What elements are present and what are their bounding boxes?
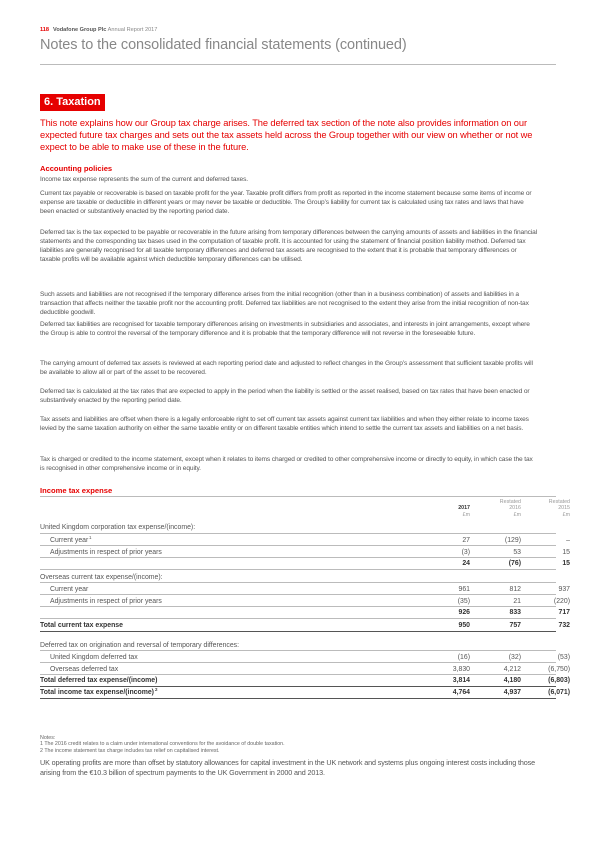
policy-paragraph: Income tax expense represents the sum of the current and deferred taxes. bbox=[40, 176, 248, 183]
row-label: Deferred tax on origination and reversal of temporary differences: bbox=[40, 642, 240, 649]
page-title: Notes to the consolidated financial statements (continued) bbox=[40, 37, 407, 53]
table-top-rule bbox=[40, 496, 556, 497]
row-value: (6,803) bbox=[548, 677, 570, 684]
row-value: (6,750) bbox=[548, 666, 570, 673]
report-name: Annual Report 2017 bbox=[107, 27, 158, 33]
footnote-marker: 1 bbox=[89, 535, 92, 540]
row-value: 732 bbox=[558, 622, 570, 629]
row-value: (76) bbox=[508, 560, 521, 567]
row-value: 53 bbox=[513, 549, 521, 556]
row-value: (35) bbox=[457, 598, 470, 605]
row-value: 812 bbox=[509, 586, 521, 593]
column-year: 2017 bbox=[458, 505, 470, 512]
row-value: (3) bbox=[461, 549, 470, 556]
policy-paragraph: The carrying amount of deferred tax assets is reviewed at each reporting period date and adjusted to reflect changes in the Group’s assessment that sufficient taxable profits will be available to allow all or part of the asset to be recovered. bbox=[40, 360, 533, 376]
row-label: Current year bbox=[50, 537, 89, 544]
row-value: 21 bbox=[513, 598, 521, 605]
section-intro: This note explains how our Group tax charge arises. The deferred tax section of the note also provides information on our expected future tax charges and sets out the tax assets held across the Group together with our view on whether or not we expect to be able to make use of these in the future. bbox=[40, 118, 533, 153]
page-number: 118 bbox=[40, 27, 50, 33]
column-unit: £m bbox=[513, 511, 521, 518]
row-label: Overseas current tax expense/(income): bbox=[40, 574, 163, 581]
table-rule bbox=[40, 631, 556, 632]
policy-paragraph: Tax assets and liabilities are offset when there is a legally enforceable right to set off current tax assets against current tax liabilities and when they either relate to income taxes levied by the same taxation authority on either the same taxable entity or on different taxable entities which intend to settle the current tax assets and liabilities on a net basis. bbox=[40, 416, 529, 432]
row-value: 757 bbox=[509, 622, 521, 629]
row-value: – bbox=[566, 537, 570, 544]
table-rule bbox=[40, 569, 556, 570]
table-rule bbox=[40, 686, 556, 687]
row-label: Total current tax expense bbox=[40, 622, 123, 629]
table-rule bbox=[40, 674, 556, 675]
title-divider bbox=[40, 64, 556, 65]
notes-heading: Notes: bbox=[40, 735, 56, 741]
row-value: (129) bbox=[504, 537, 521, 544]
row-label: Total deferred tax expense/(income) bbox=[40, 677, 158, 684]
row-label: Current year bbox=[50, 586, 89, 593]
table-notes bbox=[40, 735, 285, 754]
row-value: 833 bbox=[509, 609, 521, 616]
table-rule bbox=[40, 545, 556, 546]
accounting-policies-heading: Accounting policies bbox=[40, 164, 113, 173]
table-rule bbox=[40, 557, 556, 558]
row-value: 717 bbox=[558, 609, 570, 616]
row-label: Adjustments in respect of prior years bbox=[50, 549, 162, 556]
column-header-2015 bbox=[530, 499, 570, 518]
row-value: 24 bbox=[462, 560, 470, 567]
row-value: 27 bbox=[462, 537, 470, 544]
column-header-2017 bbox=[430, 499, 470, 518]
policy-paragraph: Current tax payable or recoverable is based on taxable profit for the year. Taxable profit differs from profit as reported in the income statement because some items of income or expense are taxable or deductible in different years or may never be taxable or deductible. The Group’s liability for current tax is calculated using tax rates and laws that have been enacted or substantively enacted by the reporting period date. bbox=[40, 190, 532, 215]
column-year: 2016 bbox=[509, 505, 521, 512]
row-label: United Kingdom deferred tax bbox=[50, 654, 138, 661]
row-value: 4,180 bbox=[503, 677, 521, 684]
row-label: United Kingdom corporation tax expense/(income): bbox=[40, 524, 196, 531]
column-header-2016 bbox=[481, 499, 521, 518]
row-value: (32) bbox=[508, 654, 521, 661]
column-restated-label: Restated bbox=[548, 499, 570, 505]
table-rule bbox=[40, 650, 556, 651]
row-value: 950 bbox=[458, 622, 470, 629]
column-restated-label: Restated bbox=[499, 499, 521, 505]
row-value: 4,212 bbox=[503, 666, 521, 673]
table-rule bbox=[40, 618, 556, 619]
company-name: Vodafone Group Plc bbox=[53, 27, 107, 33]
policy-paragraph: Deferred tax is the tax expected to be payable or recoverable in the future arising from temporary differences between the carrying amounts of assets and liabilities in the financial statements and the corresponding tax bases used in the computation of taxable profit. It is accounted for using the statement of financial position liability method. Deferred tax liabilities are generally recognised for all taxable temporary differences and deferred tax assets are recognised to the extent that it is probable that temporary differences or taxable profits will be available against which deductible temporary differences can be utilised. bbox=[40, 229, 538, 263]
note-item: 1 The 2016 credit relates to a claim under international conventions for the avoidance of double taxation. bbox=[40, 741, 285, 748]
row-value: 3,814 bbox=[452, 677, 470, 684]
policy-paragraph: Tax is charged or credited to the income statement, except when it relates to items charged or credited to other comprehensive income or directly to equity, in which case the tax is recognised in other comprehensive income or in equity. bbox=[40, 456, 533, 472]
table-rule bbox=[40, 594, 556, 595]
row-value: (16) bbox=[457, 654, 470, 661]
income-tax-expense-heading: Income tax expense bbox=[40, 486, 113, 495]
row-label: Overseas deferred tax bbox=[50, 666, 119, 673]
policy-paragraph: Deferred tax liabilities are recognised for taxable temporary differences arising on investments in subsidiaries and associates, and interests in joint arrangements, except where the Group is able to control the reversal of the temporary difference and it is probable that the temporary difference will not reverse in the foreseeable future. bbox=[40, 321, 530, 337]
column-unit: £m bbox=[562, 511, 570, 518]
row-value: (53) bbox=[557, 654, 570, 661]
row-label: Total income tax expense/(income) bbox=[40, 689, 154, 696]
row-value: 4,937 bbox=[503, 689, 521, 696]
row-value: 937 bbox=[558, 586, 570, 593]
footnote-marker: 2 bbox=[155, 687, 158, 692]
policy-paragraph: Such assets and liabilities are not recognised if the temporary difference arises from the initial recognition (other than in a business combination) of assets and liabilities in a transaction that affects neither the taxable profit nor the accounting profit. Deferred tax liabilities are not recognised to the extent they arise from the initial recognition of non-tax deductible goodwill. bbox=[40, 291, 529, 316]
table-rule bbox=[40, 533, 556, 534]
table-rule bbox=[40, 698, 556, 699]
row-value: 926 bbox=[458, 609, 470, 616]
table-rule bbox=[40, 606, 556, 607]
page-header bbox=[40, 27, 157, 33]
table-rule bbox=[40, 662, 556, 663]
row-value: 961 bbox=[458, 586, 470, 593]
policy-paragraph: Deferred tax is calculated at the tax rates that are expected to apply in the period when the liability is settled or the asset realised, based on tax rates that have been enacted or substantively enacted by the reporting period date. bbox=[40, 388, 530, 404]
row-label: Adjustments in respect of prior years bbox=[50, 598, 162, 605]
row-value: 4,764 bbox=[452, 689, 470, 696]
column-unit: £m bbox=[462, 511, 470, 518]
closing-paragraph: UK operating profits are more than offset by statutory allowances for capital investment in the UK network and systems plus ongoing interest costs including those arising from the €10.3 billion of spectrum payments to the UK Government in 2000 and 2013. bbox=[40, 758, 536, 777]
row-value: 15 bbox=[562, 560, 570, 567]
section-title: 6. Taxation bbox=[40, 94, 105, 111]
row-value: (6,071) bbox=[548, 689, 570, 696]
column-year: 2015 bbox=[558, 505, 570, 512]
note-item: 2 The income statement tax charge includes tax relief on capitalised interest. bbox=[40, 747, 220, 754]
row-value: 3,830 bbox=[452, 666, 470, 673]
row-value: 15 bbox=[562, 549, 570, 556]
table-rule bbox=[40, 582, 556, 583]
row-value: (220) bbox=[553, 598, 570, 605]
